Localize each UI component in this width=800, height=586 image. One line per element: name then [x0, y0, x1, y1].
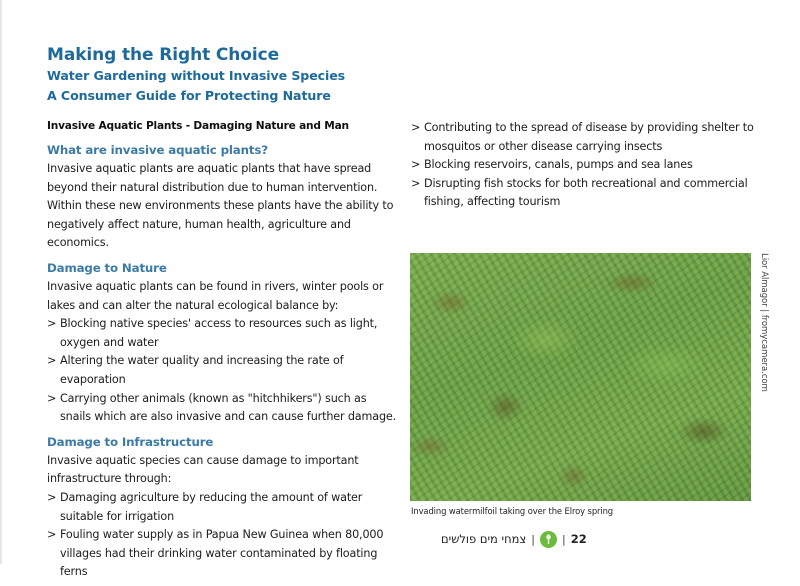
- photo-credit: Lior Almagor | fromycamera.com: [759, 253, 769, 392]
- bullet-marker-icon: >: [47, 354, 57, 368]
- bullet-marker-icon: >: [411, 121, 421, 134]
- list-item: [47, 390, 397, 427]
- list-item: [47, 526, 397, 582]
- list-item: [47, 489, 397, 526]
- section-title: Invasive Aquatic Plants - Damaging Nature and Man: [47, 120, 349, 132]
- page-footer: [441, 529, 587, 549]
- page-subtitle-2: A Consumer Guide for Protecting Nature: [47, 88, 331, 103]
- list-item: [411, 119, 771, 156]
- page-number: 22: [570, 532, 587, 546]
- list-item: [411, 156, 771, 175]
- list-item-text: Altering the water quality and increasing the rate of evaporation: [60, 354, 344, 386]
- footer-separator: |: [531, 532, 535, 546]
- heading-what-are: What are invasive aquatic plants?: [47, 143, 268, 157]
- sprout-icon: [540, 531, 557, 548]
- paragraph-what-are: Invasive aquatic plants are aquatic plants that have spread beyond their natural distribution due to human intervention. Within these new environments these plants have the ability to negatively affect nature, human health, agriculture and economics.: [47, 162, 394, 250]
- list-infrastructure-continued: [411, 119, 771, 212]
- page-edge: [0, 0, 2, 564]
- list-damage-nature: [47, 315, 397, 427]
- list-item: [411, 175, 771, 212]
- list-item-text: Damaging agriculture by reducing the amount of water suitable for irrigation: [60, 490, 363, 523]
- left-column: [47, 118, 397, 586]
- list-item-text: Blocking native species' access to resources such as light, oxygen and water: [60, 317, 378, 349]
- list-item: [47, 352, 397, 389]
- heading-damage-nature: Damage to Nature: [47, 260, 167, 275]
- list-item-text: Contributing to the spread of disease by providing shelter to mosquitos or other disease carrying insects: [424, 121, 754, 153]
- list-item-text: Carrying other animals (known as "hitchhikers") such as snails which are also invasive and can cause further damage.: [60, 391, 397, 424]
- bullet-marker-icon: >: [47, 391, 57, 405]
- list-item-text: Fouling water supply as in Papua New Guinea when 80,000 villages had their drinking water contaminated by floating ferns: [60, 528, 384, 579]
- paragraph-damage-nature: Invasive aquatic plants can be found in rivers, winter pools or lakes and can alter the natural ecological balance by:: [47, 279, 384, 312]
- bullet-marker-icon: >: [47, 317, 57, 331]
- list-item-text: Blocking reservoirs, canals, pumps and sea lanes: [424, 158, 693, 172]
- paragraph-damage-infrastructure: Invasive aquatic species can cause damage to important infrastructure through:: [47, 453, 359, 486]
- page-title: Making the Right Choice: [47, 45, 280, 65]
- page-subtitle-1: Water Gardening without Invasive Species: [47, 68, 346, 83]
- footer-hebrew-title: צמחי מים פולשים: [441, 532, 527, 546]
- list-item: [47, 315, 397, 352]
- bullet-marker-icon: >: [411, 158, 421, 172]
- page-header: [47, 44, 345, 106]
- heading-damage-infrastructure: Damage to Infrastructure: [47, 434, 214, 449]
- list-damage-infrastructure: [47, 489, 397, 582]
- bullet-marker-icon: >: [47, 528, 57, 542]
- sprout-glyph-icon: [543, 533, 554, 545]
- watermilfoil-photo: [410, 253, 751, 501]
- photo-caption: Invading watermilfoil taking over the Elroy spring: [411, 506, 614, 516]
- bullet-marker-icon: >: [47, 490, 57, 504]
- footer-separator: |: [561, 532, 566, 546]
- bullet-marker-icon: >: [411, 176, 421, 190]
- list-item-text: Disrupting fish stocks for both recreational and commercial fishing, affecting tourism: [424, 176, 748, 209]
- right-column: [411, 119, 771, 216]
